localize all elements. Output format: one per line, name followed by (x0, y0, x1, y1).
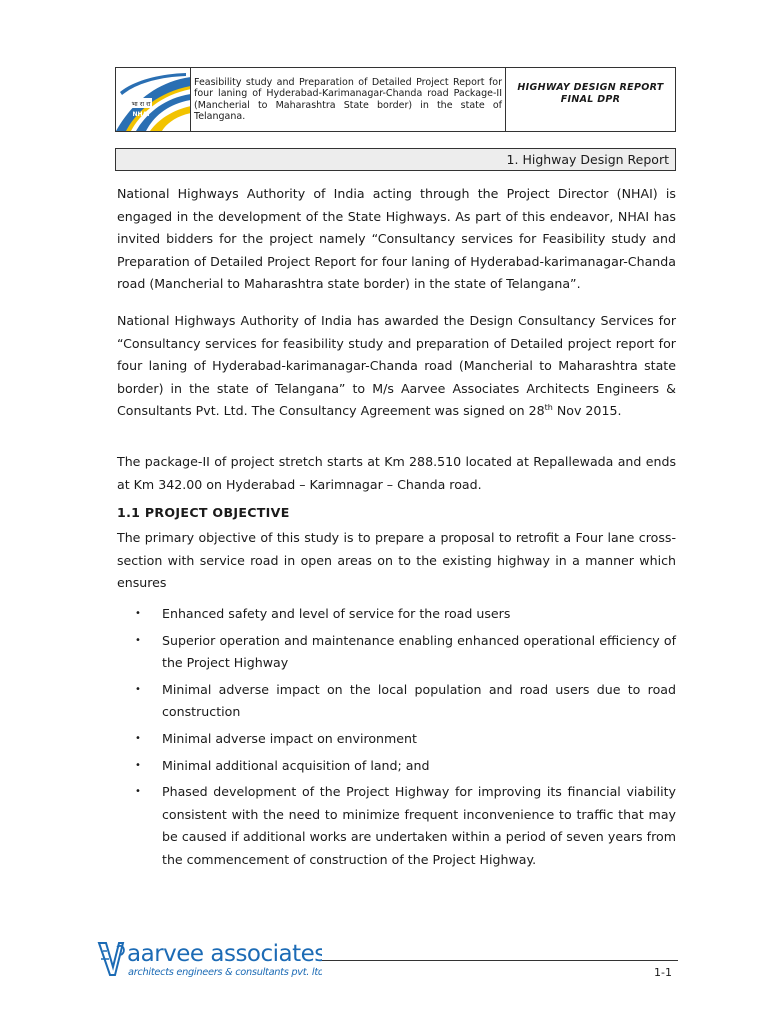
paragraph-1 (117, 183, 676, 296)
document-header-table (115, 67, 676, 132)
bullet-icon: • (135, 608, 141, 619)
list-item (135, 755, 676, 778)
bullet-icon: • (135, 683, 141, 695)
bullet-icon: • (135, 634, 141, 646)
report-subtitle: FINAL DPR (560, 94, 621, 105)
list-item-text: Superior operation and maintenance enabling enhanced operational efficiency of the Project Highway (162, 632, 676, 671)
company-tagline: architects engineers & consultants pvt. ltd (128, 967, 322, 978)
logo-abbr: NHAI (132, 111, 150, 118)
report-title-block (506, 68, 675, 131)
paragraph-2-text: National Highways Authority of India has awarded the Design Consultancy Services for “Consultancy services for feasibility study and preparation of Detailed project report for four laning of Hyderabad-karimanagar-Chanda road (Mancherial to Maharashtra state border) in the state of Telangana” to M/s Aarvee Associates Architects Engineers & Consultants Pvt. Ltd. The Consultancy Agreement was signed on 28 (117, 313, 676, 419)
aarvee-logo (97, 937, 322, 986)
list-item (135, 679, 676, 724)
date-superscript: th (544, 403, 553, 413)
list-item (135, 781, 676, 871)
list-item-text: Minimal adverse impact on environment (162, 730, 417, 746)
report-title: HIGHWAY DESIGN REPORT (517, 82, 664, 93)
project-description: Feasibility study and Preparation of Detailed Project Report for four laning of Hyderabad-Karimanagar-Chanda road Package-II (Mancherial to Maharashtra State border) in the state of Telangana. (191, 68, 506, 131)
paragraph-2 (117, 310, 676, 423)
list-item-text: Minimal additional acquisition of land; and (162, 757, 430, 773)
objective-list (135, 603, 676, 876)
page-number: 1-1 (654, 966, 672, 979)
list-item-text: Minimal adverse impact on the local population and road users due to road construction (162, 681, 676, 720)
paragraph-3 (117, 451, 676, 496)
company-name: aarvee associates (127, 941, 322, 967)
paragraph-1-text: National Highways Authority of India acting through the Project Director (NHAI) is engaged in the development of the State Highways. As part of this endeavor, NHAI has invited bidders for the project namely “Consultancy services for Feasibility study and Preparation of Detailed Project Report for four laning of Hyderabad-karimanagar-Chanda road (Mancherial to Maharashtra state border) in the state of Telangana”. (117, 186, 676, 292)
paragraph-2-end: Nov 2015. (552, 403, 622, 419)
bullet-icon: • (135, 732, 141, 744)
section-title: 1. Highway Design Report (115, 148, 676, 171)
list-item (135, 630, 676, 675)
footer-divider (318, 960, 678, 961)
paragraph-3-text: The package-II of project stretch starts at Km 288.510 located at Repallewada and ends at Km 342.00 on Hyderabad – Karimnagar – Chanda road. (117, 454, 676, 492)
bullet-icon: • (135, 759, 141, 771)
list-item (135, 728, 676, 751)
objective-intro (117, 527, 676, 595)
aarvee-logo-icon (97, 937, 322, 982)
nhai-logo (116, 68, 191, 131)
objective-intro-text: The primary objective of this study is to prepare a proposal to retrofit a Four lane cross-section with service road in open areas on to the existing highway in a manner which ensures (117, 530, 676, 591)
logo-text: भा रा रा (131, 100, 151, 108)
list-item-text: Enhanced safety and level of service for the road users (162, 606, 511, 621)
bullet-icon: • (135, 786, 141, 798)
project-objective-heading: 1.1 PROJECT OBJECTIVE (117, 505, 290, 520)
list-item-text: Phased development of the Project Highway for improving its financial viability consistent with the need to minimize frequent inconvenience to traffic that may be caused if additional works are undertaken within a period of seven years from the commencement of construction of the Project Highway. (162, 784, 676, 867)
list-item (135, 603, 676, 626)
nhai-road-logo-icon (116, 68, 191, 131)
